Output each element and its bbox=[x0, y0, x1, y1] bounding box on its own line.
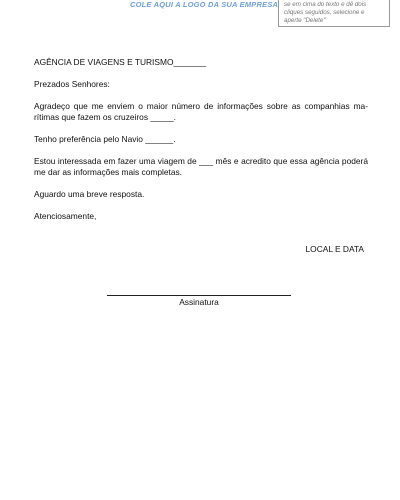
local-and-date: LOCAL E DATA bbox=[305, 244, 364, 254]
logo-placeholder: COLE AQUI A LOGO DA SUA EMPRESA bbox=[130, 0, 279, 9]
greeting: Prezados Senhores: bbox=[34, 79, 110, 89]
paragraph-companies: Agradeço que me enviem o maior número de informações sobre as companhias ma-rítimas que fazem os cruzeiros _____. bbox=[34, 101, 368, 122]
instruction-note-line: aperte "Delete" bbox=[284, 17, 326, 24]
instruction-note-box bbox=[278, 0, 390, 27]
paragraph-ship-preference: Tenho preferência pelo Navio ______. bbox=[34, 134, 176, 144]
closing: Atenciosamente, bbox=[34, 211, 97, 221]
instruction-note-line: se em cima do texto e dê dois bbox=[284, 1, 367, 8]
instruction-note-line: cliques seguidos, selecione e bbox=[284, 9, 365, 16]
paragraph-await-response: Aguardo uma breve resposta. bbox=[34, 189, 145, 199]
paragraph-trip-interest: Estou interessada em fazer uma viagem de ___ mês e acredito que essa agência poderá me dar as informações mais completas. bbox=[34, 156, 368, 177]
signature-line bbox=[107, 295, 291, 296]
signature-label: Assinatura bbox=[179, 297, 219, 307]
letter-body bbox=[34, 57, 368, 222]
addressee: AGÊNCIA DE VIAGENS E TURISMO_______ bbox=[34, 57, 207, 67]
